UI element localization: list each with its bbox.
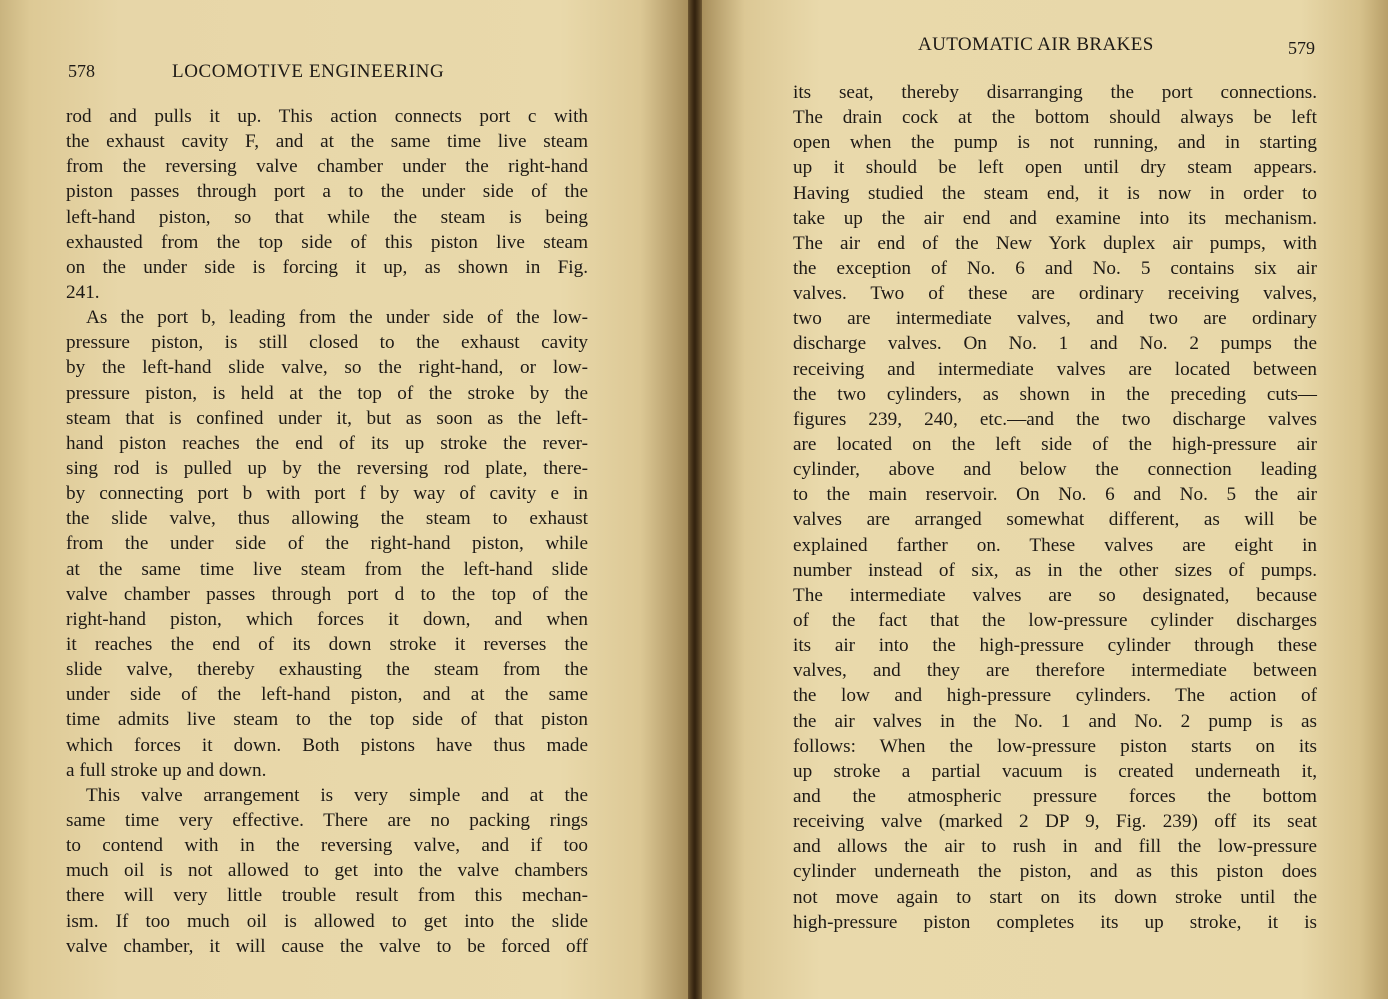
text-line: receiving and intermediate valves are located between: [793, 358, 1317, 380]
text-line: rod and pulls it up. This action connects port c with: [66, 106, 588, 127]
text-line: the two cylinders, as shown in the preceding cuts—: [793, 383, 1317, 405]
text-line: cylinder underneath the piston, and as this piston does: [793, 861, 1317, 883]
text-line: discharge valves. On No. 1 and No. 2 pumps the: [793, 333, 1317, 355]
text-line: from the under side of the right-hand piston, while: [66, 533, 588, 555]
text-line: of the fact that the low-pressure cylinder discharges: [793, 609, 1317, 631]
text-line: its air into the high-pressure cylinder through these: [793, 635, 1317, 657]
text-line: two are intermediate valves, and two are ordinary: [793, 308, 1317, 330]
running-head: LOCOMOTIVE ENGINEERING: [172, 61, 445, 82]
right-page-body: [793, 80, 1317, 935]
text-line: 241.: [66, 281, 100, 303]
text-line: not move again to start on its down stroke until the: [793, 886, 1317, 908]
text-line: sing rod is pulled up by the reversing rod plate, there-: [66, 457, 588, 479]
text-line: the slide valve, thus allowing the steam to exhaust: [66, 508, 588, 530]
text-line: take up the air end and examine into its mechanism.: [793, 207, 1317, 229]
text-line: and the atmospheric pressure forces the bottom: [793, 785, 1317, 807]
text-line: by the left-hand slide valve, so the right-hand, or low-: [66, 357, 588, 379]
text-line: the exception of No. 6 and No. 5 contains six air: [793, 257, 1317, 279]
text-line: slide valve, thereby exhausting the steam from the: [66, 659, 588, 681]
text-line: the exhaust cavity F, and at the same time live steam: [66, 131, 588, 153]
text-line: valves, and they are therefore intermediate between: [793, 660, 1317, 682]
text-line: open when the pump is not running, and in starting: [793, 132, 1317, 154]
text-line: left-hand piston, so that while the steam is being: [66, 206, 588, 228]
text-line: hand piston reaches the end of its up stroke the rever-: [66, 432, 588, 454]
text-line: time admits live steam to the top side of that piston: [66, 709, 588, 731]
text-line: there will very little trouble result from this mechan-: [66, 885, 588, 907]
text-line: a full stroke up and down.: [66, 759, 267, 781]
left-page: [0, 0, 688, 999]
text-line: from the reversing valve chamber under the right-hand: [66, 156, 588, 178]
text-line: right-hand piston, which forces it down, and when: [66, 608, 588, 630]
text-line: The intermediate valves are so designated, because: [793, 584, 1317, 606]
text-line: and allows the air to rush in and fill the low-pressure: [793, 836, 1317, 858]
text-line: number instead of six, as in the other sizes of pumps.: [793, 559, 1317, 581]
text-line: The drain cock at the bottom should always be left: [793, 107, 1317, 129]
text-line: valve chamber passes through port d to the top of the: [66, 583, 588, 605]
text-line: by connecting port b with port f by way of cavity e in: [66, 483, 588, 505]
book-gutter: [688, 0, 702, 999]
text-line: on the under side is forcing it up, as shown in Fig.: [66, 256, 588, 278]
text-line: much oil is not allowed to get into the valve chambers: [66, 860, 588, 882]
text-line: the low and high-pressure cylinders. The action of: [793, 685, 1317, 707]
text-line: high-pressure piston completes its up stroke, it is: [793, 911, 1317, 933]
text-line: up it should be left open until dry steam appears.: [793, 157, 1317, 179]
text-line: its seat, thereby disarranging the port connections.: [793, 82, 1317, 103]
text-line: ism. If too much oil is allowed to get into the slide: [66, 910, 588, 932]
text-line: figures 239, 240, etc.—and the two discharge valves: [793, 408, 1317, 430]
text-line: The air end of the New York duplex air pumps, with: [793, 232, 1317, 254]
text-line: explained farther on. These valves are eight in: [793, 534, 1317, 556]
running-head: AUTOMATIC AIR BRAKES: [918, 34, 1154, 55]
text-line: cylinder, above and below the connection leading: [793, 459, 1317, 481]
text-line: the air valves in the No. 1 and No. 2 pump is as: [793, 710, 1317, 732]
text-line: exhausted from the top side of this piston live steam: [66, 231, 588, 253]
right-page: [702, 0, 1388, 999]
text-line: This valve arrangement is very simple and at the: [86, 784, 588, 806]
page-number: 578: [68, 61, 95, 81]
text-line: it reaches the end of its down stroke it reverses the: [66, 633, 588, 655]
text-line: valves. Two of these are ordinary receiving valves,: [793, 283, 1317, 305]
text-line: at the same time live steam from the left-hand slide: [66, 558, 588, 580]
text-line: valves are arranged somewhat different, as will be: [793, 509, 1317, 531]
text-line: are located on the left side of the high-pressure air: [793, 433, 1317, 455]
text-line: pressure piston, is held at the top of the stroke by the: [66, 382, 588, 404]
text-line: which forces it down. Both pistons have thus made: [66, 734, 588, 756]
text-line: receiving valve (marked 2 DP 9, Fig. 239) off its seat: [793, 811, 1317, 833]
text-line: same time very effective. There are no packing rings: [66, 809, 588, 831]
text-line: to the main reservoir. On No. 6 and No. 5 the air: [793, 484, 1317, 506]
page-number: 579: [1288, 38, 1315, 58]
text-line: As the port b, leading from the under side of the low-: [86, 307, 588, 329]
left-page-body: [66, 104, 588, 959]
text-line: up stroke a partial vacuum is created underneath it,: [793, 760, 1317, 782]
text-line: pressure piston, is still closed to the exhaust cavity: [66, 332, 588, 354]
text-line: piston passes through port a to the under side of the: [66, 181, 588, 203]
text-line: steam that is confined under it, but as soon as the left-: [66, 407, 588, 429]
text-line: under side of the left-hand piston, and at the same: [66, 684, 588, 706]
text-line: follows: When the low-pressure piston starts on its: [793, 735, 1317, 757]
text-line: valve chamber, it will cause the valve to be forced off: [66, 935, 588, 957]
text-line: Having studied the steam end, it is now in order to: [793, 182, 1317, 204]
text-line: to contend with in the reversing valve, and if too: [66, 835, 588, 857]
